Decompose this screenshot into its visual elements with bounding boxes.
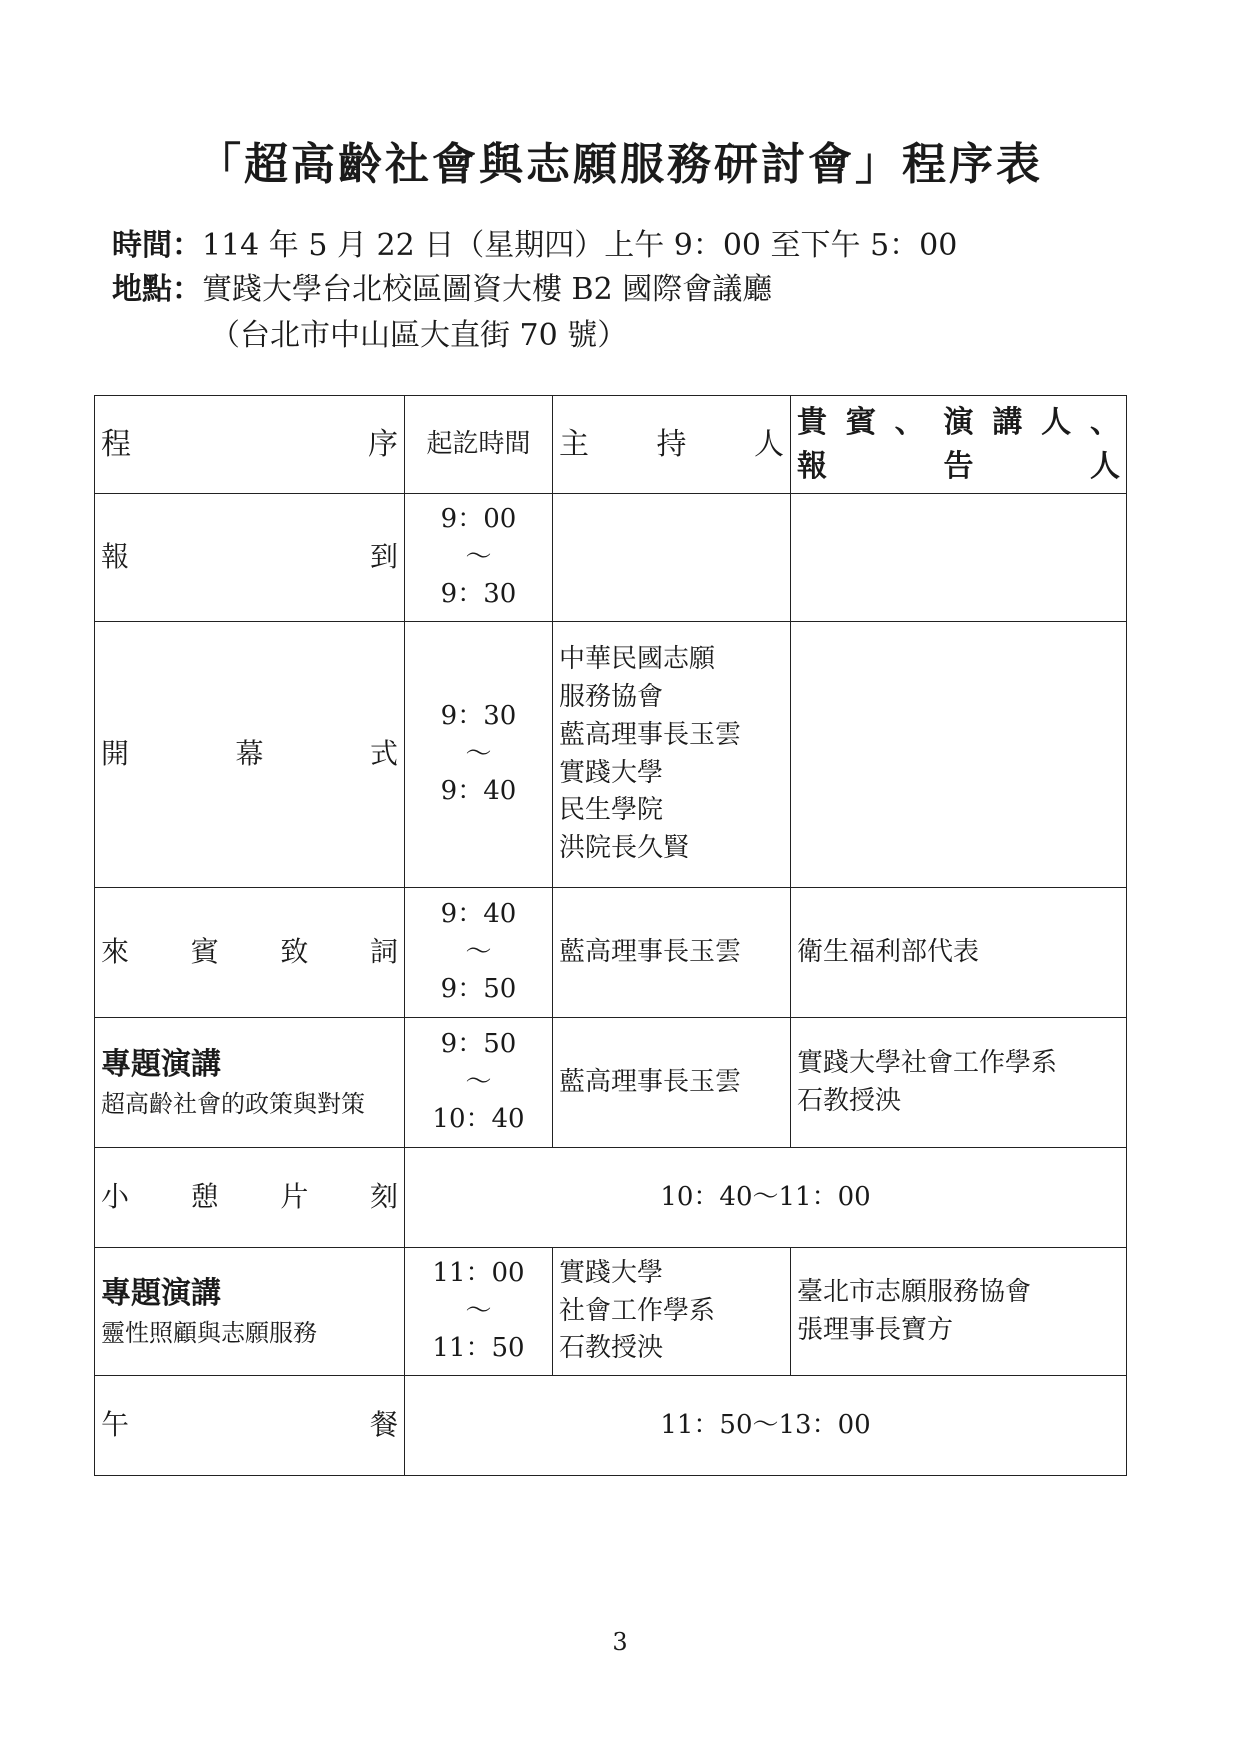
- guest-cell: [791, 1018, 1127, 1148]
- program-heading: 專題演講: [101, 1276, 221, 1312]
- host-line: 社會工作學系: [559, 1295, 716, 1326]
- host-cell: [553, 1248, 791, 1376]
- time-start: 9：00: [440, 503, 517, 534]
- guest-cell: [791, 622, 1127, 888]
- table-row: [95, 1018, 1127, 1148]
- venue-label: 地點：: [112, 272, 202, 307]
- guest-line: 實踐大學社會工作學系: [797, 1047, 1058, 1078]
- table-row: [95, 1248, 1127, 1376]
- program-char: 憩: [190, 1180, 219, 1214]
- guest-line: 張理事長寶方: [797, 1314, 954, 1345]
- program-cell: [95, 1248, 405, 1376]
- header-char: 報: [797, 448, 827, 484]
- program-cell: [95, 494, 405, 622]
- header-char: 程: [101, 426, 131, 462]
- event-venue: [112, 264, 772, 308]
- host-line: 洪院長久賢: [559, 832, 690, 863]
- header-char: 人: [754, 426, 784, 462]
- header-char: 貴: [797, 405, 827, 440]
- time-cell: [405, 1018, 553, 1148]
- header-char: 主: [559, 426, 589, 462]
- guest-line: 石教授泱: [797, 1085, 902, 1116]
- host-line: 實踐大學: [559, 757, 664, 788]
- table-row: [95, 622, 1127, 888]
- time-end: 9：50: [440, 974, 517, 1005]
- header-guest: [791, 396, 1127, 494]
- time-start: 9：30: [440, 700, 517, 731]
- time-cell: [405, 1248, 553, 1376]
- guest-line: 衛生福利部代表: [797, 936, 980, 967]
- host-line: 中華民國志願: [559, 644, 716, 675]
- header-char: 序: [368, 426, 398, 462]
- program-cell: [95, 1376, 405, 1476]
- guest-cell: [791, 888, 1127, 1018]
- program-cell: [95, 622, 405, 888]
- schedule-table: [94, 395, 1127, 1476]
- time-end: 9：40: [440, 776, 517, 807]
- header-program: [95, 396, 405, 494]
- program-topic: 超高齡社會的政策與對策: [101, 1089, 365, 1118]
- header-char: 講: [992, 405, 1023, 440]
- table-header-row: [95, 396, 1127, 494]
- host-line: 服務協會: [559, 682, 664, 713]
- header-char: 演: [943, 405, 974, 440]
- program-char: 片: [280, 1180, 309, 1214]
- guest-cell: [791, 1248, 1127, 1376]
- host-cell: [553, 494, 791, 622]
- host-cell: [553, 622, 791, 888]
- time-end: 10：40: [432, 1104, 525, 1135]
- program-char: 小: [101, 1180, 130, 1214]
- header-char: 、: [894, 405, 925, 440]
- host-line: 藍高理事長玉雲: [559, 719, 742, 750]
- header-char: 人: [1090, 448, 1120, 484]
- program-char: 賓: [190, 935, 219, 969]
- table-row: [95, 1376, 1127, 1476]
- merged-time-cell: 10：40～11：00: [405, 1148, 1127, 1248]
- host-cell: [553, 1018, 791, 1148]
- host-line: 藍高理事長玉雲: [559, 1066, 742, 1097]
- table-row: [95, 888, 1127, 1018]
- program-cell: [95, 888, 405, 1018]
- guest-line: 臺北市志願服務協會: [797, 1276, 1032, 1307]
- time-separator: ～: [465, 936, 492, 967]
- header-char: 人: [1041, 405, 1072, 440]
- page-number: 3: [612, 1628, 628, 1656]
- guest-cell: [791, 494, 1127, 622]
- program-char: 午: [101, 1408, 130, 1442]
- venue-address: （台北市中山區大直街 70 號）: [210, 318, 628, 353]
- time-end: 9：30: [440, 579, 517, 610]
- time-start: 9：40: [440, 898, 517, 929]
- time-label: 時間：: [112, 228, 202, 263]
- program-char: 到: [369, 540, 398, 574]
- time-cell: [405, 888, 553, 1018]
- table-row: [95, 1148, 1127, 1248]
- program-char: 餐: [369, 1408, 398, 1442]
- time-separator: ～: [465, 738, 492, 769]
- program-char: 詞: [369, 935, 398, 969]
- program-cell: [95, 1148, 405, 1248]
- time-value: 114 年 5 月 22 日（星期四）上午 9：00 至下午 5：00: [202, 228, 958, 263]
- host-line: 藍高理事長玉雲: [559, 936, 742, 967]
- time-separator: ～: [465, 541, 492, 572]
- program-cell: [95, 1018, 405, 1148]
- program-char: 來: [101, 935, 130, 969]
- program-char: 刻: [369, 1180, 398, 1214]
- program-char: 致: [280, 935, 309, 969]
- document-title: 「超高齡社會與志願服務研討會」程序表: [197, 139, 1043, 190]
- header-time: 起訖時間: [405, 396, 553, 494]
- header-host: [553, 396, 791, 494]
- program-char: 式: [369, 737, 398, 771]
- time-cell: [405, 622, 553, 888]
- time-separator: ～: [465, 1066, 492, 1097]
- time-end: 11：50: [432, 1333, 525, 1364]
- host-line: 石教授泱: [559, 1333, 664, 1364]
- time-start: 9：50: [440, 1028, 517, 1059]
- header-char: 持: [656, 426, 687, 462]
- host-line: 實踐大學: [559, 1257, 664, 1288]
- program-char: 幕: [235, 737, 264, 771]
- program-heading: 專題演講: [101, 1047, 221, 1083]
- table-row: [95, 494, 1127, 622]
- time-separator: ～: [465, 1295, 492, 1326]
- venue-value: 實踐大學台北校區圖資大樓 B2 國際會議廳: [202, 272, 773, 307]
- header-char: 告: [943, 448, 974, 484]
- program-char: 開: [101, 737, 130, 771]
- event-time: [112, 220, 957, 264]
- host-line: 民生學院: [559, 795, 664, 826]
- header-char: 、: [1089, 405, 1120, 440]
- program-topic: 靈性照顧與志願服務: [101, 1318, 317, 1347]
- header-char: 賓: [845, 405, 876, 440]
- time-start: 11：00: [432, 1257, 525, 1288]
- merged-time-cell: 11：50～13：00: [405, 1376, 1127, 1476]
- host-cell: [553, 888, 791, 1018]
- time-cell: [405, 494, 553, 622]
- program-char: 報: [101, 540, 130, 574]
